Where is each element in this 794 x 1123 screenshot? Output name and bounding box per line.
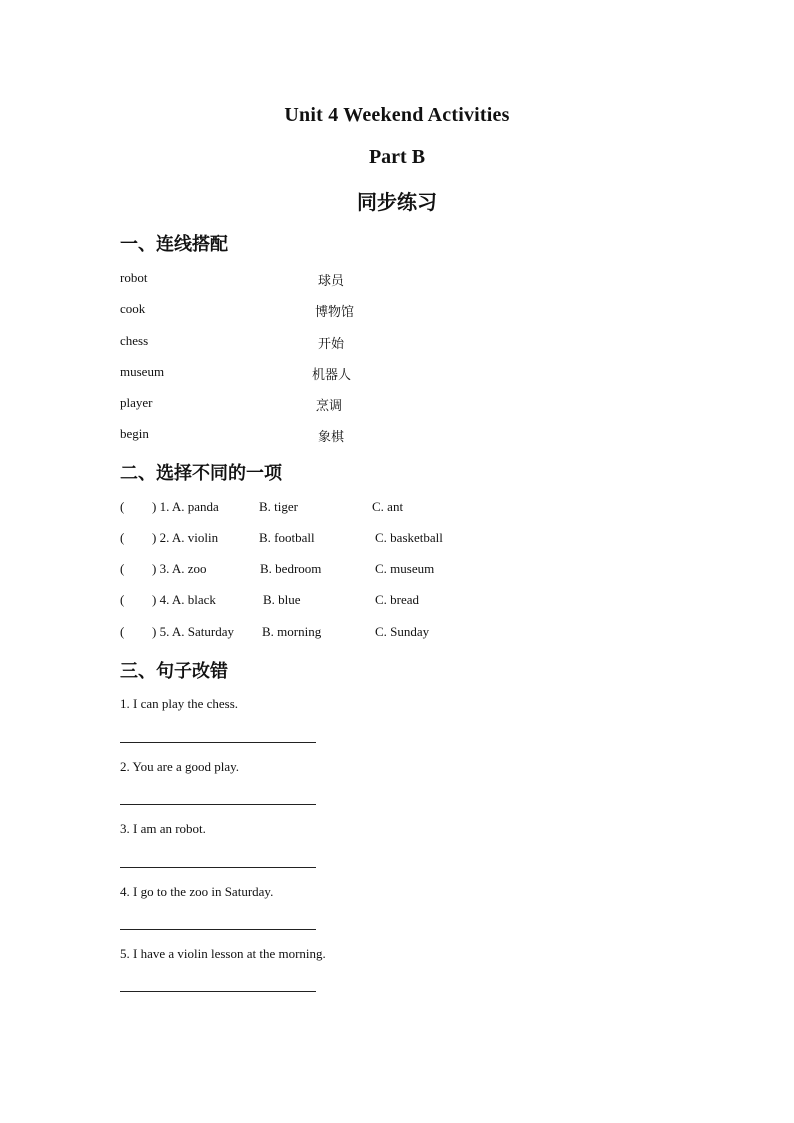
wrong-sentence: 2. You are a good play.: [120, 759, 240, 774]
choice-a: ) 5. A. Saturday: [152, 624, 234, 639]
wrong-sentence: 5. I have a violin lesson at the morning.: [120, 946, 326, 961]
choice-b: B. morning: [262, 624, 322, 639]
choice-b: B. tiger: [259, 499, 298, 514]
match-word-cn: 开始: [318, 337, 345, 352]
wrong-sentence: 3. I am an robot.: [120, 821, 206, 836]
worksheet-title: Unit 4 Weekend Activities: [284, 104, 510, 126]
choice-b: B. blue: [263, 592, 301, 607]
answer-paren: (: [120, 499, 125, 514]
match-word-en: museum: [120, 364, 165, 379]
section2-heading: 二、选择不同的一项: [120, 463, 282, 484]
worksheet-subtitle: 同步练习: [357, 190, 437, 214]
choice-c: C. basketball: [375, 530, 443, 545]
match-word-cn: 机器人: [312, 368, 352, 383]
match-word-cn: 烹调: [316, 399, 343, 414]
match-word-en: player: [120, 395, 153, 410]
answer-line[interactable]: [120, 929, 316, 930]
match-word-en: chess: [120, 333, 149, 348]
match-word-en: cook: [120, 301, 146, 316]
answer-paren: (: [120, 530, 125, 545]
choice-b: B. bedroom: [260, 561, 322, 576]
answer-line[interactable]: [120, 867, 316, 868]
match-word-en: robot: [120, 270, 148, 285]
choice-c: C. museum: [375, 561, 435, 576]
choice-a: ) 4. A. black: [152, 592, 216, 607]
choice-a: ) 3. A. zoo: [152, 561, 207, 576]
answer-paren: (: [120, 561, 125, 576]
wrong-sentence: 1. I can play the chess.: [120, 696, 239, 711]
answer-line[interactable]: [120, 991, 316, 992]
answer-line[interactable]: [120, 742, 316, 743]
choice-c: C. Sunday: [375, 624, 430, 639]
choice-a: ) 1. A. panda: [152, 499, 219, 514]
section1-heading: 一、连线搭配: [120, 234, 228, 255]
match-word-cn: 象棋: [318, 430, 345, 445]
choice-b: B. football: [259, 530, 315, 545]
choice-a: ) 2. A. violin: [152, 530, 219, 545]
answer-paren: (: [120, 592, 125, 607]
wrong-sentence: 4. I go to the zoo in Saturday.: [120, 884, 274, 899]
match-word-cn: 博物馆: [315, 305, 355, 320]
worksheet-part: Part B: [368, 146, 426, 168]
choice-c: C. bread: [375, 592, 420, 607]
choice-c: C. ant: [372, 499, 404, 514]
section3-heading: 三、句子改错: [120, 661, 228, 682]
answer-paren: (: [120, 624, 125, 639]
answer-line[interactable]: [120, 804, 316, 805]
match-word-en: begin: [120, 426, 149, 441]
match-word-cn: 球员: [318, 274, 345, 289]
